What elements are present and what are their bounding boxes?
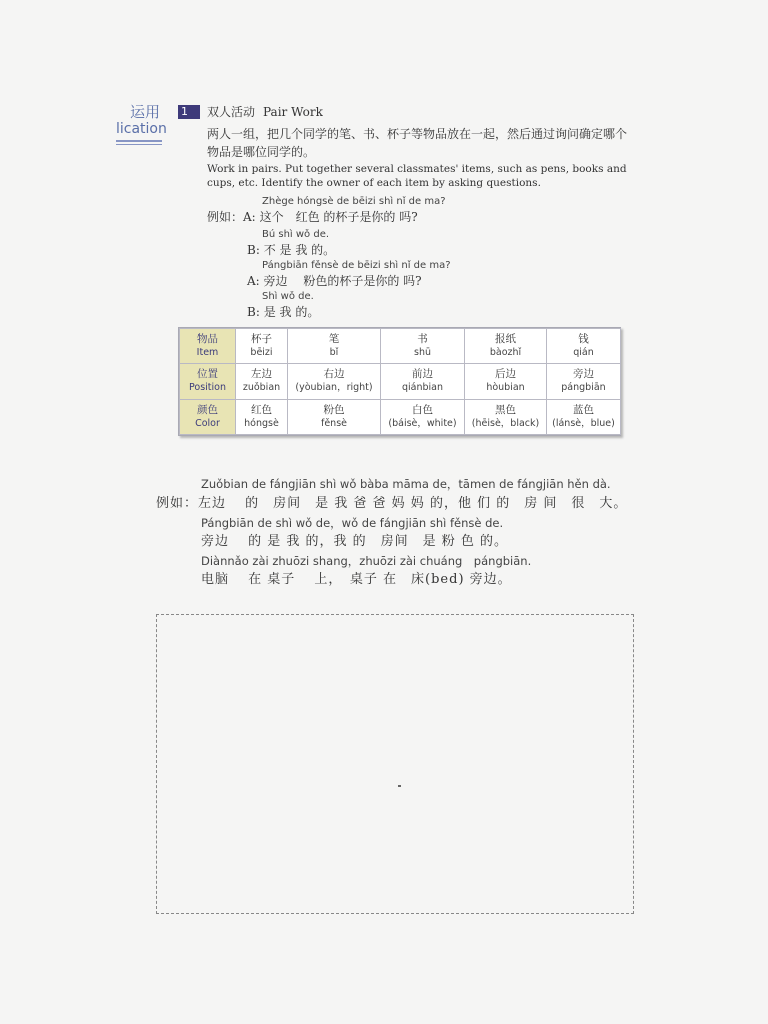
example1-speaker-1: A: (243, 210, 256, 224)
example1-line-4 (247, 303, 319, 320)
table-cell: 后边 hòubian (465, 364, 547, 399)
section-title-cn: 双人活动 (207, 105, 256, 119)
example2-text-2: 旁边 的 是 我 的，我 的 房间 是 粉 色 的。 (201, 534, 509, 549)
sidebar-label-cn: 运用 (130, 103, 161, 121)
example1-text-3: 旁边 粉色的杯子是你的 吗? (263, 274, 422, 288)
example1-line-3 (247, 272, 422, 289)
example1-speaker-2: B: (247, 243, 260, 257)
example1-speaker-4: B: (247, 305, 260, 319)
table-cell: 书 shū (381, 329, 465, 364)
example1-text-2: 不 是 我 的。 (263, 243, 336, 257)
table-cell: 笔 bǐ (288, 329, 381, 364)
section-title (207, 103, 323, 120)
example2-text-3: 电脑 在 桌子 上， 桌子 在 床(bed) 旁边。 (201, 572, 512, 587)
drawing-area (156, 614, 634, 914)
example2-pinyin-3: Diànnǎo zài zhuōzi shang，zhuōzi zài chuáng pángbiān. (201, 554, 532, 568)
row-header-item: 物品 Item (180, 329, 236, 364)
example1-speaker-3: A: (247, 274, 260, 288)
example2-line-1 (156, 492, 627, 511)
example1-line-1 (207, 208, 418, 225)
table-cell: 杯子 bēizi (236, 329, 288, 364)
table-cell: 前边 qiánbian (381, 364, 465, 399)
example1-label: 例如： (207, 210, 244, 224)
table-cell: 旁边 pángbiān (547, 364, 621, 399)
table-cell: 白色 (báisè，white) (381, 399, 465, 434)
table-row-item (180, 329, 621, 364)
example1-text-4: 是 我 的。 (263, 305, 320, 319)
sidebar-label-en: lication (116, 121, 167, 137)
table-cell: 报纸 bàozhǐ (465, 329, 547, 364)
row-header-position: 位置 Position (180, 364, 236, 399)
table-row-position (180, 364, 621, 399)
example2-pinyin-1: Zuǒbian de fángjiān shì wǒ bàba māma de，tāmen de fángjiān hěn dà. (201, 477, 611, 491)
table-cell: 蓝色 (lánsè，blue) (547, 399, 621, 434)
section-title-en: Pair Work (263, 105, 323, 119)
table-cell: 左边 zuǒbian (236, 364, 288, 399)
example1-line-2 (247, 241, 335, 258)
stray-dot (398, 785, 401, 787)
instruction-cn: 两人一组，把几个同学的笔、书、杯子等物品放在一起，然后通过询问确定哪个物品是哪位同学的。 (207, 127, 628, 159)
example1-text-1: 这个 红色 的杯子是你的 吗? (259, 210, 418, 224)
instruction-en: Work in pairs. Put together several classmates' items, such as pens, books and cups, etc. Identify the owner of each item by asking questions. (207, 163, 627, 189)
example2-text-1: 左边 的 房间 是 我 爸 爸 妈 妈 的，他 们 的 房 间 很 大。 (198, 496, 628, 511)
table-cell: 粉色 fěnsè (288, 399, 381, 434)
table-cell: 钱 qián (547, 329, 621, 364)
sidebar-divider (116, 140, 162, 142)
example2-pinyin-2: Pángbiān de shì wǒ de，wǒ de fángjiān shì fěnsè de. (201, 516, 504, 530)
example2-label: 例如： (156, 496, 199, 511)
example1-pinyin-1: Zhège hóngsè de bēizi shì nǐ de ma? (262, 196, 446, 207)
example1-pinyin-2: Bú shì wǒ de. (262, 229, 330, 240)
table-cell: 右边 (yòubian，right) (288, 364, 381, 399)
vocabulary-table (178, 327, 621, 436)
section-number-badge: 1 (178, 105, 200, 119)
sidebar-divider-thin (116, 144, 162, 145)
row-header-color: 颜色 Color (180, 399, 236, 434)
example1-pinyin-4: Shì wǒ de. (262, 291, 314, 302)
table-row-color (180, 399, 621, 434)
table-cell: 黑色 (hēisè，black) (465, 399, 547, 434)
example1-pinyin-3: Pángbiān fěnsè de bēizi shì nǐ de ma? (262, 260, 451, 271)
table-cell: 红色 hóngsè (236, 399, 288, 434)
